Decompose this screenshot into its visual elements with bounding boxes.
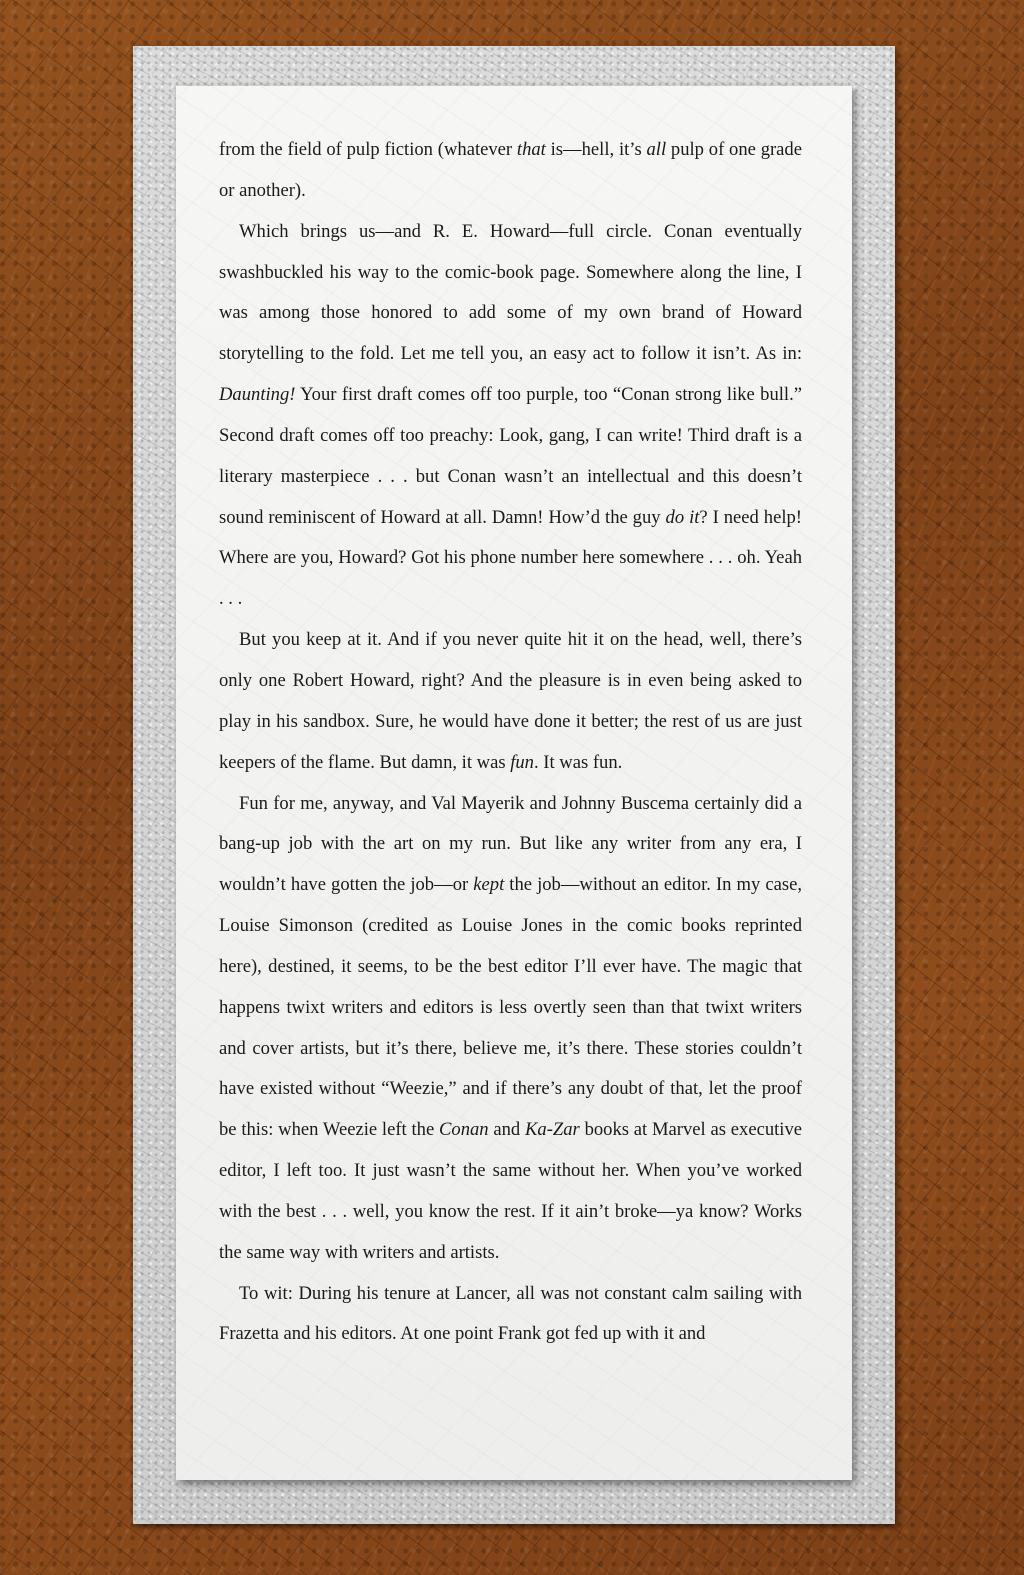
italic-text-segment: that [516,139,546,160]
italic-text-segment: kept [473,874,505,896]
text-segment: ? I need help! Where are you, Howard? Got his phone number here somewhere . . . oh. Yeah . . . [219,506,802,610]
text-segment: books at Marvel as executive editor, I left too. It just wasn’t the same without her. When you’ve worked with the best . . . well, you know the rest. If it ain’t broke—ya know? Works the same way with writers and artists. [219,1119,803,1263]
book-page [176,86,852,1480]
text-segment: To wit: During his tenure at Lancer, all was not constant calm sailing with Frazetta and his editors. At one point Frank got fed up with it and [219,1282,802,1345]
text-segment: pulp of one grade or another). [219,139,802,201]
italic-text-segment: all [646,139,667,160]
italic-text-segment: Conan [439,1119,489,1141]
italic-text-segment: do it [665,506,700,528]
text-segment: . It was fun. [533,751,623,773]
text-segment: Your first draft comes off too purple, too “Conan strong like bull.” Second draft comes off too preachy: Look, gang, I can write! Third draft is a literary masterpiece . . . but Conan wasn’t an intellectual and this doesn’t sound reminiscent of Howard at all. Damn! How’d the guy [219,384,802,528]
text-segment: But you keep at it. And if you never quite hit it on the head, well, there’s only one Robert Howard, right? And the pleasure is in even being asked to play in his sandbox. Sure, he would have done it better; the rest of us are just keepers of the flame. But damn, it was [219,629,802,773]
text-segment: Which brings us—and R. E. Howard—full circle. Conan eventually swashbuckled his way to the comic-book page. Somewhere along the line, I was among those honored to add some of my own brand of Howard storytelling to the fold. Let me tell you, an easy act to follow it isn’t. As in: [219,220,802,365]
italic-text-segment: Daunting! [219,384,296,406]
text-segment: and [488,1119,526,1141]
italic-text-segment: fun [510,751,534,773]
text-segment: from the field of pulp fiction (whatever [219,139,517,160]
text-segment: the job—without an editor. In my case, Louise Simonson (credited as Louise Jones in the comic books reprinted here), destined, it seems, to be the best editor I’ll ever have. The magic that happens twixt writers and editors is less overtly seen than that twixt writers and cover artists, but it’s there, believe me, it’s there. These stories couldn’t have existed without “Weezie,” and if there’s any doubt of that, let the proof be this: when Weezie left the [219,874,802,1141]
italic-text-segment: Ka-Zar [525,1119,580,1141]
paragraph-3 [219,620,802,783]
paragraph-4 [219,784,802,1274]
page-body-text [219,130,802,1355]
text-segment: Fun for me, anyway, and Val Mayerik and Johnny Buscema certainly did a bang-up job with the art on my run. But like any writer from any era, I wouldn’t have gotten the job—or [219,792,802,896]
paragraph-2 [219,212,802,620]
text-segment: is—hell, it’s [545,139,647,160]
paragraph-1 [219,130,802,212]
paragraph-5 [219,1274,802,1356]
